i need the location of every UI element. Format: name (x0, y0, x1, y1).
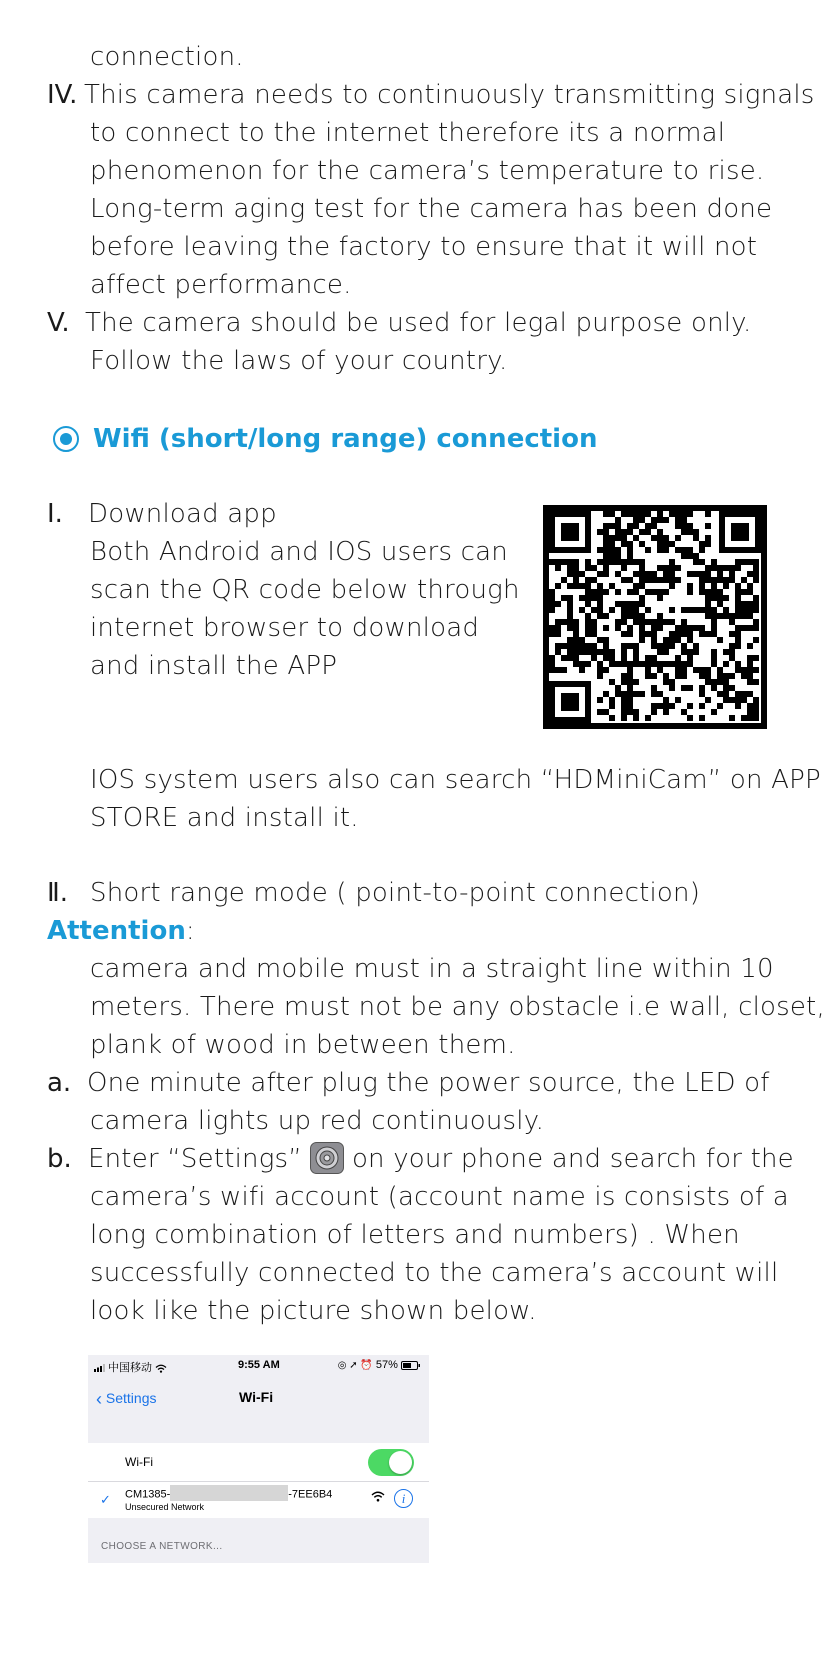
item4-line: to connect to the internet therefore its a normal (90, 118, 726, 148)
attention-line: camera and mobile must in a straight line within 10 (90, 954, 774, 984)
carrier-status (94, 1359, 167, 1375)
network-name-redaction (170, 1485, 288, 1501)
settings-gear-icon (310, 1142, 344, 1174)
item4-line: phenomenon for the camera’s temperature to rise. (90, 156, 765, 186)
attention-line: plank of wood in between them. (90, 1030, 516, 1060)
item5-line: Follow the laws of your country. (90, 346, 508, 376)
battery-percent: 57% (375, 1359, 398, 1371)
wifi-status-icon (155, 1364, 167, 1373)
item4-line: affect performance. (90, 270, 352, 300)
step-b-suffix: on your phone and search for the (351, 1144, 794, 1174)
wifi-toggle-row (88, 1443, 429, 1482)
continued-text-line: connection. (90, 42, 244, 72)
section-heading-text: Wifi (short/long range) connection (93, 424, 598, 454)
item4-line: Long-term aging test for the camera has been done (90, 194, 773, 224)
nav-title: Wi-Fi (239, 1389, 274, 1405)
network-security-status: Unsecured Network (125, 1502, 205, 1512)
chevron-left-icon: ‹ (96, 1389, 102, 1409)
item5-line: The camera should be used for legal purpose only. (85, 308, 752, 338)
download-title: Download app (88, 499, 277, 529)
list-marker-v: V. (47, 308, 70, 338)
network-name (125, 1488, 332, 1501)
download-line: and install the APP (90, 651, 338, 681)
list-marker-a: a. (47, 1068, 72, 1098)
step-a-line: One minute after plug the power source, the LED of (87, 1068, 770, 1098)
step-b-line: successfully connected to the camera’s account will (90, 1258, 779, 1288)
short-range-title: Short range mode ( point-to-point connection) (90, 878, 701, 908)
qr-code-image (543, 505, 767, 729)
wifi-label: Wi-Fi (125, 1455, 153, 1469)
step-b-line: long combination of letters and numbers) . When (90, 1220, 740, 1250)
item4-line: before leaving the factory to ensure that it will not (90, 232, 758, 262)
attention-word: Attention (47, 916, 186, 946)
signal-icon (94, 1364, 108, 1372)
carrier-name: 中国移动 (108, 1362, 152, 1374)
section-heading (53, 420, 597, 458)
back-button[interactable] (96, 1389, 156, 1410)
list-marker-b: b. (47, 1144, 72, 1174)
download-line: internet browser to download (90, 613, 480, 643)
status-bar (88, 1355, 429, 1377)
wifi-toggle[interactable] (368, 1449, 414, 1476)
network-name-prefix: CM1385- (125, 1488, 171, 1501)
ios-line: IOS system users also can search “HDMiniCam” on APP (90, 765, 821, 795)
radio-button-icon (53, 426, 79, 452)
info-icon[interactable]: i (394, 1489, 413, 1508)
download-line: scan the QR code below through (90, 575, 520, 605)
list-marker-iv: IV. (47, 80, 78, 110)
list-marker-i: I. (47, 499, 63, 529)
back-label: Settings (105, 1390, 157, 1406)
alarm-icon: ◎ ➚ ⏰ (337, 1360, 373, 1371)
item4-line: This camera needs to continuously transmitting signals (84, 80, 815, 110)
attention-line: meters. There must not be any obstacle i.e wall, closet, (90, 992, 825, 1022)
nav-bar (88, 1377, 429, 1417)
status-right (338, 1359, 421, 1371)
phone-screenshot (88, 1355, 429, 1563)
list-marker-ii: Ⅱ. (47, 878, 69, 908)
battery-icon (401, 1361, 421, 1370)
status-time: 9:55 AM (238, 1359, 280, 1371)
step-b-prefix: Enter “Settings” (88, 1144, 302, 1174)
network-row[interactable] (88, 1482, 429, 1518)
download-line: Both Android and IOS users can (90, 537, 508, 567)
step-a-line: camera lights up red continuously. (90, 1106, 545, 1136)
wifi-signal-icon (371, 1491, 385, 1502)
attention-colon: : (185, 916, 195, 946)
ios-line: STORE and install it. (90, 803, 359, 833)
step-b-first-line (88, 1140, 794, 1178)
network-name-suffix: -7EE6B4 (288, 1488, 333, 1501)
step-b-line: look like the picture shown below. (90, 1296, 537, 1326)
step-b-line: camera’s wifi account (account name is consists of a (90, 1182, 789, 1212)
checkmark-icon: ✓ (100, 1492, 111, 1507)
choose-network-header: CHOOSE A NETWORK... (101, 1541, 223, 1552)
attention-label (47, 912, 195, 950)
